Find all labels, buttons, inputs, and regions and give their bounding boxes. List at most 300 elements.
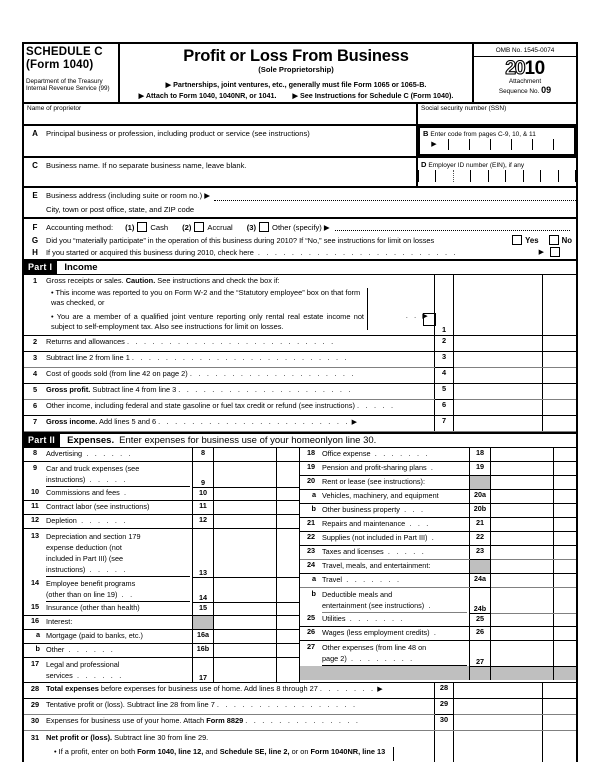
statutory-employee-checkbox[interactable] xyxy=(423,313,436,326)
expense-cents[interactable] xyxy=(554,627,577,641)
line-b-code-cells[interactable] xyxy=(420,139,574,150)
expense-label: Depreciation and section 179 expense deduction (not included in Part III) (see instructions) . . . . . xyxy=(46,529,193,578)
expense-amount[interactable] xyxy=(491,560,554,574)
summary-row-29-cents[interactable] xyxy=(543,699,578,715)
sequence-number: 09 xyxy=(541,85,551,95)
ein-cell[interactable] xyxy=(505,170,522,182)
schedule-label: SCHEDULE C xyxy=(26,46,114,59)
summary-row-30-line: 30 xyxy=(435,715,454,731)
expense-number: 23 xyxy=(300,546,322,560)
income-row-7-cents[interactable] xyxy=(543,416,578,432)
tax-year xyxy=(474,57,576,78)
expense-line-number: 27 xyxy=(470,641,491,667)
expense-amount[interactable] xyxy=(214,616,277,630)
income-row-7-description: Gross income. Add lines 5 and 6 . . . . . . . . . . . . . . . . . . . . . . . ▶ xyxy=(46,416,435,432)
income-row-1-number: 1 xyxy=(23,275,46,336)
expense-row xyxy=(300,546,576,560)
form-number-label: (Form 1040) xyxy=(26,59,114,72)
expense-row xyxy=(24,644,300,658)
ein-cell[interactable] xyxy=(470,170,487,182)
expense-cents[interactable] xyxy=(277,487,300,501)
expense-line-number: 16a xyxy=(193,630,214,644)
expense-cents[interactable] xyxy=(554,518,577,532)
line-28-text: before expenses for business use of home. Add lines 8 through 27 xyxy=(99,684,318,693)
line-1-text: Gross receipts or sales. xyxy=(46,276,126,285)
expense-amount[interactable] xyxy=(214,630,277,644)
income-row-3-amount[interactable] xyxy=(454,352,543,368)
line-f-label: Accounting method: xyxy=(46,223,113,232)
summary-row-30 xyxy=(23,715,577,731)
income-row-1 xyxy=(23,275,577,336)
expense-cents[interactable] xyxy=(554,574,577,588)
income-row-2-line: 2 xyxy=(435,336,454,352)
part-2-header xyxy=(22,432,578,448)
materially-participate-no-checkbox[interactable] xyxy=(549,235,559,245)
line-30-text: Expenses for business use of your home. Attach xyxy=(46,716,206,725)
expense-row xyxy=(24,448,300,462)
expense-line-number: 13 xyxy=(193,529,214,578)
income-row-6-amount[interactable] xyxy=(454,400,543,416)
code-cell[interactable] xyxy=(532,139,553,150)
expense-line-number: 24a xyxy=(470,574,491,588)
accounting-method-other-checkbox[interactable] xyxy=(259,222,269,232)
expense-cents[interactable] xyxy=(277,644,300,658)
expense-cents[interactable] xyxy=(554,448,577,462)
expense-cents[interactable] xyxy=(554,546,577,560)
line-c[interactable] xyxy=(24,158,416,186)
income-row-5-line: 5 xyxy=(435,384,454,400)
part-2-note-bold: only xyxy=(315,435,332,446)
income-row-6-number: 6 xyxy=(23,400,46,416)
income-row-7-line: 7 xyxy=(435,416,454,432)
expense-cents[interactable] xyxy=(277,462,300,488)
summary-row-28-amount[interactable] xyxy=(454,683,543,699)
expense-amount[interactable] xyxy=(491,490,554,504)
part-2-note: Enter expenses for business use of your home xyxy=(119,435,315,446)
expense-line-number: 12 xyxy=(193,515,214,529)
expense-amount[interactable] xyxy=(491,546,554,560)
page-title: Profit or Loss From Business xyxy=(120,47,472,65)
line-f xyxy=(24,217,576,234)
income-row-4 xyxy=(23,368,577,384)
line-d-ein-cells[interactable] xyxy=(418,170,576,182)
expense-amount[interactable] xyxy=(491,532,554,546)
line-a-label: Principal business or profession, including product or service (see instructions) xyxy=(46,129,310,154)
line-1-bullet-1: • This income was reported to you on Form W-2 and the “Statutory employee” box on that form was checked, or xyxy=(51,288,364,308)
expense-number: b xyxy=(300,588,322,614)
expense-number: 12 xyxy=(24,515,46,529)
expense-line-number: 11 xyxy=(193,501,214,515)
income-row-3-description: Subtract line 2 from line 1 . . . . . . . . . . . . . . . . . . . . . . . . . . xyxy=(46,352,435,368)
expense-row xyxy=(300,532,576,546)
expense-row xyxy=(24,501,300,515)
line-30-form: Form 8829 xyxy=(206,716,243,725)
expense-label: Office expense . . . . . . . xyxy=(322,448,470,462)
line-g-label: Did you “materially participate” in the operation of this business during 2010? If “No,” see instructions for limit on losses xyxy=(46,236,434,245)
income-row-5-cents[interactable] xyxy=(543,384,578,400)
line-4-text: Cost of goods sold (from line 42 on page 2) xyxy=(46,369,188,378)
expense-label: Taxes and licenses . . . . . xyxy=(322,546,470,560)
expenses-left-column xyxy=(24,448,300,682)
row-c-d xyxy=(22,156,578,186)
expense-amount[interactable] xyxy=(214,462,277,488)
f-other-specify-input[interactable] xyxy=(335,221,570,231)
income-row-7-amount[interactable] xyxy=(454,416,543,432)
summary-row-29-amount[interactable] xyxy=(454,699,543,715)
expense-line-number: 16b xyxy=(193,644,214,658)
started-business-checkbox[interactable] xyxy=(550,247,560,257)
line-e-label: Business address (including suite or room no.) ▶ xyxy=(46,191,210,203)
ein-cell[interactable] xyxy=(558,170,576,182)
expense-label: Wages (less employment credits) . xyxy=(322,627,470,641)
header-left xyxy=(24,44,120,102)
expense-number: 10 xyxy=(24,487,46,501)
expense-row xyxy=(24,602,300,616)
code-cell[interactable] xyxy=(511,139,532,150)
expense-cents[interactable] xyxy=(277,515,300,529)
expense-number: 22 xyxy=(300,532,322,546)
summary-row-31-amount[interactable] xyxy=(454,731,543,762)
department-line-1: Department of the Treasury xyxy=(26,78,114,85)
code-cell[interactable] xyxy=(553,139,574,150)
attachment-label: Attachment xyxy=(474,78,576,86)
expense-line-number: 8 xyxy=(193,448,214,462)
summary-row-29-line: 29 xyxy=(435,699,454,715)
income-row-6-cents[interactable] xyxy=(543,400,578,416)
expense-number: 18 xyxy=(300,448,322,462)
page-subtitle: (Sole Proprietorship) xyxy=(120,65,472,74)
expense-number: a xyxy=(24,630,46,644)
income-row-4-line: 4 xyxy=(435,368,454,384)
expense-row xyxy=(300,504,576,518)
ein-cell[interactable] xyxy=(523,170,540,182)
line-e[interactable] xyxy=(24,186,576,204)
expense-amount[interactable] xyxy=(491,518,554,532)
line-31-text: Subtract line 30 from line 29. xyxy=(112,733,208,742)
header-center xyxy=(120,44,472,102)
line-e-letter: E xyxy=(24,191,46,203)
part-2-note-rest: on line 30. xyxy=(332,435,376,446)
line-b-header xyxy=(420,128,574,138)
expense-row xyxy=(300,476,576,490)
department-line-2: Internal Revenue Service (99) xyxy=(26,85,114,92)
expense-cents[interactable] xyxy=(277,616,300,630)
income-row-3-number: 3 xyxy=(23,352,46,368)
expense-cents[interactable] xyxy=(554,588,577,614)
expense-number: b xyxy=(24,644,46,658)
expense-cents[interactable] xyxy=(277,602,300,616)
expense-label: Contract labor (see instructions) xyxy=(46,501,193,515)
sequence-label: Sequence No. xyxy=(499,88,540,95)
expense-label: Interest: xyxy=(46,616,193,630)
expense-number: 21 xyxy=(300,518,322,532)
expenses-right-table xyxy=(300,448,576,680)
income-row-3-line: 3 xyxy=(435,352,454,368)
summary-row-30-number: 30 xyxy=(23,715,46,731)
line-2-text: Returns and allowances xyxy=(46,337,125,346)
line-31-bold: Net profit or (loss). xyxy=(46,733,112,742)
expense-amount[interactable] xyxy=(214,501,277,515)
line-b-wrap xyxy=(416,126,576,156)
summary-row-28 xyxy=(23,683,577,699)
expense-number: 16 xyxy=(24,616,46,630)
filler-cell xyxy=(322,666,470,680)
expense-label: Advertising . . . . . . xyxy=(46,448,193,462)
f-option-2-label: Accrual xyxy=(207,223,232,232)
summary-row-29-description: Tentative profit or (loss). Subtract line 28 from line 7 . . . . . . . . . . . . . . . . . xyxy=(46,699,435,715)
line-1-rest: See instructions and check the box if: xyxy=(155,276,279,285)
expense-amount[interactable] xyxy=(491,476,554,490)
income-row-2-amount[interactable] xyxy=(454,336,543,352)
expense-label: Repairs and maintenance . . . xyxy=(322,518,470,532)
expense-label: Travel . . . . . . . xyxy=(322,574,470,588)
income-row-4-amount[interactable] xyxy=(454,368,543,384)
name-ssn-row xyxy=(22,102,578,124)
filler-cell xyxy=(491,666,554,680)
expense-line-number-shaded xyxy=(470,560,491,574)
income-row-1-cents[interactable] xyxy=(543,275,578,336)
expense-number: 27 xyxy=(300,641,322,667)
expense-cents[interactable] xyxy=(554,560,577,574)
form-header xyxy=(22,42,578,102)
expense-number: 9 xyxy=(24,462,46,488)
expense-number: 20 xyxy=(300,476,322,490)
expense-amount[interactable] xyxy=(214,644,277,658)
expense-amount[interactable] xyxy=(214,515,277,529)
income-row-1-amount[interactable] xyxy=(454,275,543,336)
expense-number: 14 xyxy=(24,577,46,602)
expense-amount[interactable] xyxy=(491,574,554,588)
proprietor-name-field[interactable] xyxy=(24,104,416,124)
code-cell[interactable] xyxy=(469,139,490,150)
expense-amount[interactable] xyxy=(214,658,277,683)
expense-label: Pension and profit-sharing plans . xyxy=(322,462,470,476)
summary-row-31-cents[interactable] xyxy=(543,731,578,762)
expense-amount[interactable] xyxy=(214,487,277,501)
expense-number: 15 xyxy=(24,602,46,616)
summary-row-31-number: 31 xyxy=(23,731,46,762)
line-d-label: Employer ID number (EIN), if any xyxy=(428,162,524,169)
expense-amount[interactable] xyxy=(214,577,277,602)
line-g xyxy=(24,234,576,246)
income-row-4-number: 4 xyxy=(23,368,46,384)
materially-participate-yes-checkbox[interactable] xyxy=(512,235,522,245)
summary-row-28-number: 28 xyxy=(23,683,46,699)
line-a[interactable] xyxy=(24,126,416,156)
income-row-4-description: Cost of goods sold (from line 42 on page 2) . . . . . . . . . . . . . . . . . . . . xyxy=(46,368,435,384)
f-option-3-number: (3) xyxy=(247,223,256,232)
expense-cents[interactable] xyxy=(554,476,577,490)
expense-amount[interactable] xyxy=(491,613,554,627)
accounting-method-cash-checkbox[interactable] xyxy=(137,222,147,232)
income-row-4-cents[interactable] xyxy=(543,368,578,384)
income-row-3-cents[interactable] xyxy=(543,352,578,368)
expense-label: Deductible meals and entertainment (see instructions) . xyxy=(322,588,470,614)
line-29-text: Tentative profit or (loss). Subtract line 28 from line 7 xyxy=(46,700,215,709)
code-cell[interactable] xyxy=(490,139,511,150)
income-row-2-number: 2 xyxy=(23,336,46,352)
expenses-grid xyxy=(22,448,578,682)
line-e-city[interactable] xyxy=(24,204,576,217)
summary-row-30-amount[interactable] xyxy=(454,715,543,731)
ssn-label: Social security number (SSN) xyxy=(421,105,506,112)
summary-row-28-cents[interactable] xyxy=(543,683,578,699)
expense-label: Mortgage (paid to banks, etc.) xyxy=(46,630,193,644)
code-cell[interactable] xyxy=(448,139,469,150)
ssn-field[interactable] xyxy=(416,104,576,124)
expense-line-number: 14 xyxy=(193,577,214,602)
income-row-7-number: 7 xyxy=(23,416,46,432)
expenses-left-table xyxy=(24,448,300,682)
line-h-letter: H xyxy=(24,248,46,257)
ein-cell[interactable] xyxy=(435,170,452,182)
line-h-label: If you started or acquired this business during 2010, check here xyxy=(46,248,254,257)
expense-line-number: 19 xyxy=(470,462,491,476)
expense-cents[interactable] xyxy=(277,501,300,515)
line-e-block xyxy=(22,186,578,217)
expense-label: Travel, meals, and entertainment: xyxy=(322,560,470,574)
expense-row xyxy=(300,613,576,627)
expenses-right-column xyxy=(300,448,576,682)
expense-number: 8 xyxy=(24,448,46,462)
expense-line-number: 22 xyxy=(470,532,491,546)
line-d-box[interactable] xyxy=(418,158,576,186)
summary-table xyxy=(22,682,578,762)
part-2-tag: Part II xyxy=(24,434,60,447)
line-e-input[interactable] xyxy=(214,191,576,201)
line-7-text: Add lines 5 and 6 xyxy=(97,417,156,426)
expense-label: Employee benefit programs (other than on line 19) . . xyxy=(46,577,193,602)
summary-row-28-line: 28 xyxy=(435,683,454,699)
expense-line-number-shaded xyxy=(193,616,214,630)
summary-row-28-description: Total expenses before expenses for business use of home. Add lines 8 through 27 . . . . . . . ▶ xyxy=(46,683,435,699)
expense-cents[interactable] xyxy=(554,641,577,667)
summary-row-30-description: Expenses for business use of your home. Attach Form 8829 . . . . . . . . . . . . . . xyxy=(46,715,435,731)
expense-label: Depletion . . . . . . xyxy=(46,515,193,529)
year-prefix: 20 xyxy=(505,58,524,79)
expense-row xyxy=(300,627,576,641)
summary-row-31-line xyxy=(435,731,454,762)
expense-label: Utilities . . . . . . . xyxy=(322,613,470,627)
income-row-6-description: Other income, including federal and state gasoline or fuel tax credit or refund (see instructions) . . . . . xyxy=(46,400,435,416)
attach-instruction-2b: ▶ See Instructions for Schedule C (Form 1040). xyxy=(292,91,453,100)
expense-line-number: 21 xyxy=(470,518,491,532)
expense-row xyxy=(300,560,576,574)
expense-label: Legal and professional services . . . . . . xyxy=(46,658,193,683)
income-row-5-amount[interactable] xyxy=(454,384,543,400)
expense-amount[interactable] xyxy=(491,588,554,614)
f-option-3-label: Other (specify) ▶ xyxy=(272,223,330,232)
expense-number: a xyxy=(300,490,322,504)
expense-row xyxy=(24,577,300,602)
expense-cents[interactable] xyxy=(554,490,577,504)
expense-cents[interactable] xyxy=(277,658,300,683)
income-row-6 xyxy=(23,400,577,416)
expense-row xyxy=(24,616,300,630)
line-7-bold: Gross income. xyxy=(46,417,97,426)
line-b-label: Enter code from pages C-9, 10, & 11 xyxy=(430,131,535,138)
ein-cell[interactable] xyxy=(418,170,435,182)
expense-amount[interactable] xyxy=(491,641,554,667)
expense-line-number: 23 xyxy=(470,546,491,560)
expense-cents[interactable] xyxy=(554,532,577,546)
expense-amount[interactable] xyxy=(491,448,554,462)
expense-amount[interactable] xyxy=(491,627,554,641)
line-5-text: Subtract line 4 from line 3 xyxy=(90,385,176,394)
expense-label: Other . . . . . . xyxy=(46,644,193,658)
form-body xyxy=(22,42,578,762)
expense-number: 11 xyxy=(24,501,46,515)
income-row-2-cents[interactable] xyxy=(543,336,578,352)
summary-row-30-cents[interactable] xyxy=(543,715,578,731)
expense-row xyxy=(24,515,300,529)
expense-number: 17 xyxy=(24,658,46,683)
line-g-yes-label: Yes xyxy=(525,236,538,245)
expense-row xyxy=(300,490,576,504)
accounting-method-accrual-checkbox[interactable] xyxy=(194,222,204,232)
line-5-bold: Gross profit. xyxy=(46,385,90,394)
filler-cell xyxy=(300,666,322,680)
line-d-letter: D xyxy=(421,160,426,169)
line-d-wrap xyxy=(416,158,576,186)
expense-cents[interactable] xyxy=(277,448,300,462)
expense-label: Vehicles, machinery, and equipment xyxy=(322,490,470,504)
attach-instruction-2a: ▶ Attach to Form 1040, 1040NR, or 1041. xyxy=(139,91,277,100)
summary-row-31 xyxy=(23,731,577,762)
line-h: H If you started or acquired this business during 2010, check here . . . . . . . . . . . . . . . . . . . . . . . . ▶ xyxy=(24,246,576,259)
expense-line-number: 10 xyxy=(193,487,214,501)
expense-amount[interactable] xyxy=(214,448,277,462)
expense-cents[interactable] xyxy=(554,462,577,476)
expense-amount[interactable] xyxy=(214,602,277,616)
ein-cell[interactable] xyxy=(488,170,505,182)
expense-cents[interactable] xyxy=(277,630,300,644)
expense-amount[interactable] xyxy=(214,529,277,578)
expense-line-number: 18 xyxy=(470,448,491,462)
f-option-1-number: (1) xyxy=(125,223,134,232)
ein-cell[interactable] xyxy=(540,170,557,182)
expense-cents[interactable] xyxy=(277,577,300,602)
line-f-letter: F xyxy=(24,223,46,232)
expense-amount[interactable] xyxy=(491,504,554,518)
expense-row xyxy=(24,529,300,578)
expense-cents[interactable] xyxy=(554,504,577,518)
expense-number: 24 xyxy=(300,560,322,574)
expense-cents[interactable] xyxy=(277,529,300,578)
line-b-box[interactable] xyxy=(418,126,576,156)
expense-row xyxy=(24,487,300,501)
line-c-letter: C xyxy=(24,161,46,184)
expense-label: Insurance (other than health) xyxy=(46,602,193,616)
ein-cell-separator[interactable] xyxy=(453,170,470,182)
expense-line-number: 15 xyxy=(193,602,214,616)
expense-cents[interactable] xyxy=(554,613,577,627)
expense-number: 13 xyxy=(24,529,46,578)
sequence-row xyxy=(474,86,576,97)
expense-line-number: 24b xyxy=(470,588,491,614)
income-row-6-line: 6 xyxy=(435,400,454,416)
filler-cell xyxy=(554,666,577,680)
expense-filler-row xyxy=(300,666,576,680)
part-1-tag: Part I xyxy=(24,261,57,274)
part-2-title: Expenses. xyxy=(67,435,114,446)
income-row-5-number: 5 xyxy=(23,384,46,400)
expense-number: 25 xyxy=(300,613,322,627)
expense-amount[interactable] xyxy=(491,462,554,476)
income-row-1-description: Gross receipts or sales. Caution. See instructions and check the box if: • This income was reported to you on Form W-2 and the “Statutory employee” box on that form was checked, or • You are a member of a qualified joint venture reporting only rental real estate income not subject to self-employment tax. Also see instructions for limit on losses. . . ▶ xyxy=(46,275,435,336)
income-row-2-description: Returns and allowances . . . . . . . . . . . . . . . . . . . . . . . . . xyxy=(46,336,435,352)
expense-row xyxy=(300,518,576,532)
